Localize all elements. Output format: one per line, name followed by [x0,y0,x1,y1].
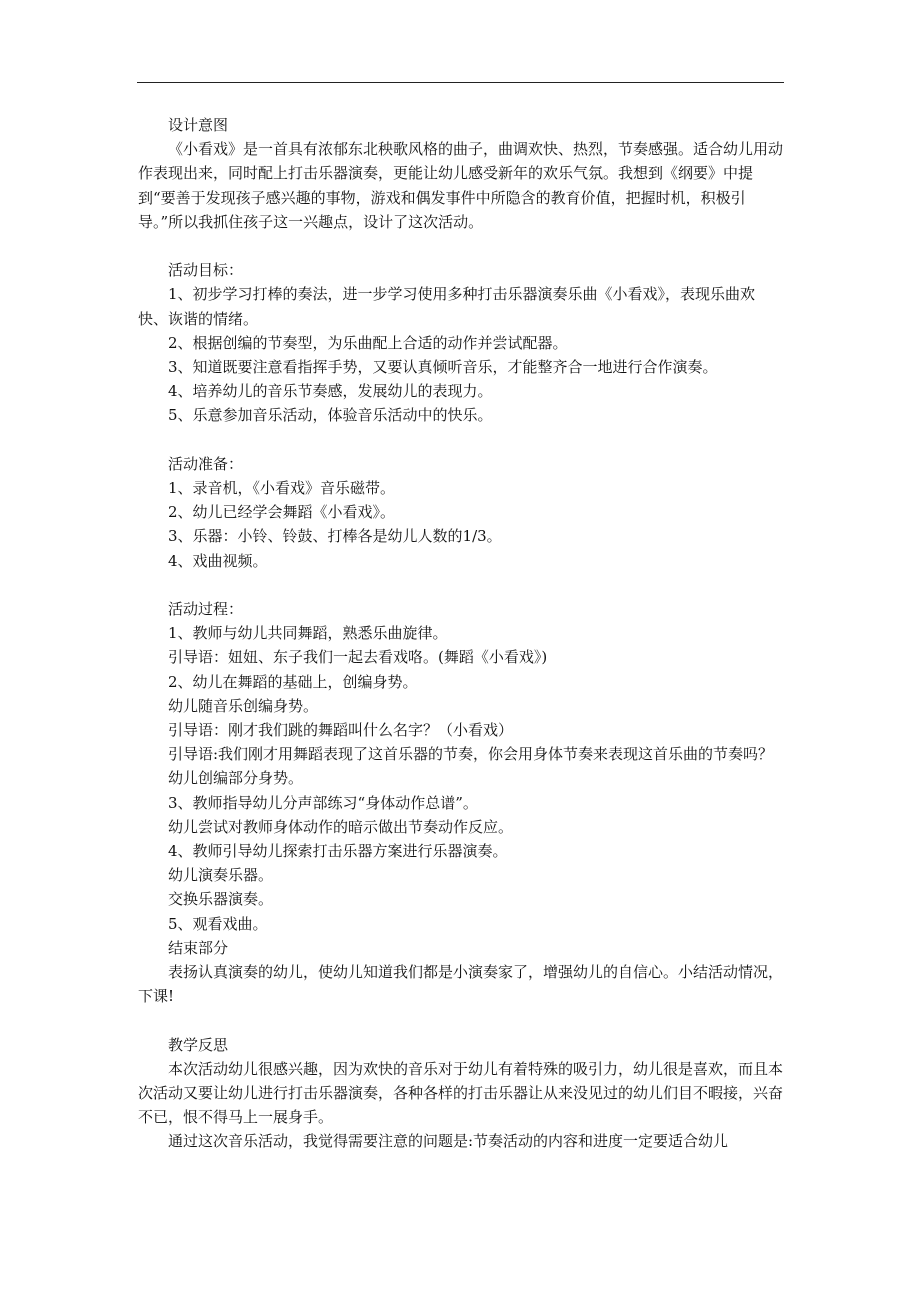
spacer [138,234,784,258]
spacer [138,428,784,452]
process-item: 引导语：妞妞、东子我们一起去看戏咯。(舞蹈《小看戏》) [168,648,548,667]
goal-item: 1、初步学习打棒的奏法，进一步学习使用多种打击乐器演奏乐曲《小看戏》，表现乐曲欢快、诙谐的情绪。 [138,285,756,328]
process-item: 引导语:我们刚才用舞蹈表现了这首乐器的节奏，你会用身体节奏来表现这首乐曲的节奏吗？ [168,745,774,764]
goal-item: 5、乐意参加音乐活动，体验音乐活动中的快乐。 [168,406,493,425]
section-heading-process: 活动过程： [168,600,244,619]
preparation-item: 4、戏曲视频。 [168,551,268,570]
process-item: 5、观看戏曲。 [168,914,268,933]
section-heading-goals: 活动目标： [168,261,244,280]
header-rule [137,82,784,83]
process-item: 2、幼儿在舞蹈的基础上，创编身势。 [168,672,418,691]
process-item: 幼儿尝试对教师身体动作的暗示做出节奏动作反应。 [168,817,514,836]
preparation-item: 2、幼儿已经学会舞蹈《小看戏》。 [168,503,396,522]
goal-item: 4、培养幼儿的音乐节奏感，发展幼儿的表现力。 [168,382,493,401]
ending-paragraph: 表扬认真演奏的幼儿，使幼儿知道我们都是小演奏家了，增强幼儿的自信心。小结活动情况，下课! [138,963,784,1006]
process-item: 幼儿演奏乐器。 [168,866,274,885]
section-heading-design-intent: 设计意图 [168,116,229,134]
preparation-item: 1、录音机，《小看戏》音乐磁带。 [168,479,396,498]
preparation-item: 3、乐器：小铃、铃鼓、打棒各是幼儿人数的1/3。 [168,527,502,546]
spacer [138,573,784,597]
process-item: 4、教师引导幼儿探索打击乐器方案进行乐器演奏。 [168,842,508,861]
process-item: 交换乐器演奏。 [168,890,274,909]
process-item: 幼儿随音乐创编身势。 [168,696,319,715]
document-body [138,113,784,1154]
process-item: 1、教师与幼儿共同舞蹈，熟悉乐曲旋律。 [168,624,448,643]
section-heading-ending: 结束部分 [168,938,229,957]
reflection-paragraph: 通过这次音乐活动，我觉得需要注意的问题是:节奏活动的内容和进度一定要适合幼儿 [168,1132,729,1151]
design-intent-paragraph: 《小看戏》是一首具有浓郁东北秧歌风格的曲子，曲调欢快、热烈，节奏感强。适合幼儿用动作表现出来，同时配上打击乐器演奏，更能让幼儿感受新年的欢乐气氛。我想到《纲要》中提到“要善于发现孩子感兴趣的事物，游戏和偶发事件中所隐含的教育价值，把握时机，积极引导。”所以我抓住孩子这一兴趣点，设计了这次活动。 [138,140,784,231]
section-heading-preparation: 活动准备： [168,454,244,473]
process-item: 幼儿创编部分身势。 [168,769,304,788]
process-item: 3、教师指导幼儿分声部练习“身体动作总谱”。 [168,793,478,812]
goal-item: 3、知道既要注意看指挥手势，又要认真倾听音乐，才能整齐合一地进行合作演奏。 [168,358,718,377]
process-item: 引导语：刚才我们跳的舞蹈叫什么名字？（小看戏） [168,721,514,740]
reflection-paragraph: 本次活动幼儿很感兴趣，因为欢快的音乐对于幼儿有着特殊的吸引力，幼儿很是喜欢，而且本次活动又要让幼儿进行打击乐器演奏，各种各样的打击乐器让从来没见过的幼儿们目不暇接，兴奋不已，恨不得马上一展身手。 [138,1059,784,1127]
goal-item: 2、根据创编的节奏型，为乐曲配上合适的动作并尝试配器。 [168,333,568,352]
spacer [138,1008,784,1032]
section-heading-reflection: 教学反思 [168,1035,229,1054]
